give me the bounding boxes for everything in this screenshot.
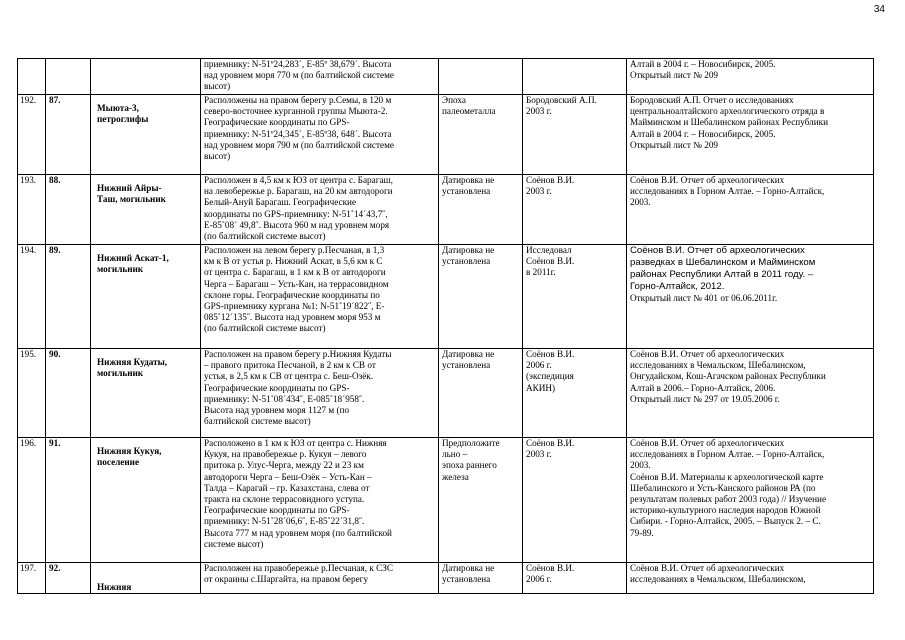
site-location-line: северо-восточнее курганной группы Мыюта-2. [204, 106, 388, 117]
site-location-line: Высота 777 м над уровнем моря (по балтийской [204, 527, 392, 538]
site-location-line: Расположен на левом берегу р.Песчаная, в 1,3 [204, 245, 385, 255]
site-researcher [523, 175, 627, 245]
row-number [18, 59, 46, 95]
site-dating [439, 95, 523, 175]
site-code: 88. [46, 175, 91, 245]
site-dating-line: установлена [442, 256, 491, 267]
site-location-line: высот) [204, 151, 231, 162]
site-location-line: склоне горы. Географические координаты по [204, 289, 380, 300]
site-source-line: Майминском и Шебалинском районах Республики [630, 117, 828, 128]
site-researcher-line: Соёнов В.И. [526, 563, 575, 573]
site-location-line: приемнику: N-51º24,345´, E-85º38, 648´. Высота [204, 128, 392, 139]
site-dating-line: Эпоха [442, 95, 466, 105]
site-dating [439, 59, 523, 95]
site-location-line: Белый-Ануй Барагаш. Географические [204, 197, 357, 208]
table-row [18, 349, 874, 438]
site-dating-line: Датировка не [442, 245, 495, 255]
site-location [201, 349, 439, 438]
site-dating [439, 563, 523, 594]
row-number: 193. [18, 175, 46, 245]
site-researcher [523, 438, 627, 563]
site-name [91, 245, 201, 349]
table-row [18, 59, 874, 95]
site-dating-line: установлена [442, 360, 491, 371]
site-source [627, 349, 874, 438]
site-source-line: историко-культурного наследия народов Южной [630, 505, 821, 516]
site-dating-line: льно – [442, 449, 468, 460]
site-code: 92. [46, 563, 91, 594]
site-source [627, 175, 874, 245]
site-location [201, 59, 439, 95]
site-researcher-line: в 2011г. [526, 267, 556, 278]
site-location-line: на левобережье р. Барагаш, на 20 км автодороги [204, 186, 393, 197]
table-row [18, 175, 874, 245]
site-researcher [523, 245, 627, 349]
site-location-line: км к В от устья р. Нижний Аскат, в 5,6 км к С [204, 256, 383, 267]
site-dating [439, 349, 523, 438]
site-location [201, 175, 439, 245]
site-source-line: Соёнов В.И. Отчет об археологических [630, 175, 785, 185]
site-name-line: Нижний Айры- [97, 183, 162, 193]
sites-table [17, 58, 874, 594]
site-name-line: могильник [97, 368, 144, 379]
site-source-line: Соёнов В.И. Отчет об археологических [630, 349, 785, 359]
site-source-line: исследованиях в Горном Алтае. – Горно-Алтайск, [630, 186, 825, 197]
site-location-line: над уровнем моря 770 м (по балтийской системе [204, 70, 394, 81]
site-source-line: исследованиях в Чемальском, Шебалинском, [630, 360, 806, 371]
site-location-line: над уровнем моря 790 м (по балтийской системе [204, 139, 394, 150]
site-location-line: Расположено в 1 км к ЮЗ от центра с. Нижняя [204, 438, 387, 448]
site-location [201, 95, 439, 175]
site-source-line: 2003. [630, 460, 651, 471]
site-researcher-line: Соёнов В.И. [526, 349, 575, 359]
row-number: 194. [18, 245, 46, 349]
site-location-line: Географические координаты по GPS- [204, 505, 350, 516]
site-dating [439, 245, 523, 349]
site-code [46, 59, 91, 95]
site-dating-line: Предположите [442, 438, 500, 448]
site-dating-line: Датировка не [442, 175, 495, 185]
site-source [627, 245, 874, 349]
site-source [627, 95, 874, 175]
site-researcher-line: Исследовал [526, 245, 572, 255]
site-researcher-line: 2003 г. [526, 106, 552, 117]
site-source-line: результатам полевых работ 2003 года) // Изучение [630, 494, 827, 505]
site-source-line: Открытый лист № 209 [630, 70, 719, 81]
site-location-line: высот) [204, 81, 231, 92]
site-source-line: Соёнов В.И. Отчет об археологических [630, 563, 785, 573]
site-location-line: балтийской системе высот) [204, 416, 311, 427]
site-source-line: Алтай в 2004 г. – Новосибирск, 2005. [630, 59, 776, 69]
site-researcher [523, 349, 627, 438]
row-number: 197. [18, 563, 46, 594]
site-location [201, 563, 439, 594]
site-location-line: Черга – Барагаш – Усть-Кан, на террасовидном [204, 278, 389, 289]
site-name [91, 349, 201, 438]
site-dating-line: эпоха раннего [442, 460, 497, 471]
site-dating-line: палеометалла [442, 106, 496, 117]
site-name-line: Нижняя Кукуя, [97, 446, 162, 456]
site-location-line: приемнику: N-51˚28´06,6˝, E-85˚22´31,8˝. [204, 516, 365, 527]
site-researcher-line: (экспедиция [526, 371, 574, 382]
site-location-line: Расположен на правобережье р.Песчаная, к СЗС [204, 563, 393, 573]
site-source-line: Соёнов В.И. Отчет об археологических [630, 245, 805, 256]
table-row [18, 95, 874, 175]
table-row [18, 438, 874, 563]
site-name [91, 438, 201, 563]
site-location-line: устья, в 2,5 км к СВ от центра с. Беш-Озёк. [204, 371, 374, 382]
site-researcher-line: 2006 г. [526, 360, 552, 371]
site-researcher [523, 59, 627, 95]
site-name-line: Мыюта-3, [97, 103, 139, 113]
site-name-line: Нижний Аскат-1, [97, 253, 169, 263]
site-location-line: координаты по GPS-приемнику: N-51˚14´43,7˝, [204, 208, 388, 219]
site-location-line: приемнику: N-51º24,283´, E-85º 38,679´. Высота [204, 59, 392, 69]
site-location-line: (по балтийской системе высот) [204, 323, 326, 334]
site-location-line: Кукуя, на правобережье р. Кукуя – левого [204, 449, 367, 460]
site-location-line: притока р. Улус-Черга, между 22 и 23 км [204, 460, 364, 471]
site-location-line: от окраины с.Шаргайта, на правом берегу [204, 574, 369, 585]
site-dating-line: установлена [442, 574, 491, 585]
site-source-line: Соёнов В.И. Отчет об археологических [630, 438, 785, 448]
site-researcher-line: 2003 г. [526, 186, 552, 197]
site-researcher-line: 2003 г. [526, 449, 552, 460]
site-dating [439, 175, 523, 245]
site-source-line: 2003. [630, 197, 651, 208]
site-source [627, 438, 874, 563]
site-source-line: Соёнов В.И. Материалы к археологической карте [630, 471, 824, 482]
site-location-line: автодороги Черга – Беш-Озёк – Усть-Кан – [204, 471, 372, 482]
site-location-line: системе высот) [204, 538, 264, 549]
site-location-line: Географические координаты по GPS- [204, 117, 350, 128]
site-source-line: 79-89. [630, 527, 654, 538]
site-location-line: (по балтийской системе высот) [204, 231, 326, 242]
site-location-line: E-85˚08´ 49,8˝. Высота 960 м над уровнем моря [204, 219, 390, 230]
site-source-line: Сибири. - Горно-Алтайск, 2005. – Выпуск 2. – С. [630, 516, 821, 527]
site-source [627, 563, 874, 594]
site-researcher-line: Соёнов В.И. [526, 256, 575, 267]
site-name-line: Нижняя Кудаты, [97, 357, 168, 367]
site-source-line: Онгудайском, Кош-Агачском районах Республики [630, 371, 826, 382]
site-source-line: Открытый лист № 209 [630, 139, 719, 150]
site-location-line: Расположен на правом берегу р.Нижняя Кудаты [204, 349, 392, 359]
site-location-line: Расположены на правом берегу р.Семы, в 120 м [204, 95, 392, 105]
site-source-line: Открытый лист № 401 от 06.06.2011г. [630, 293, 778, 303]
site-source-line: Горно-Алтайск, 2012. [630, 281, 725, 292]
row-number: 192. [18, 95, 46, 175]
site-name-line: Нижняя [97, 582, 132, 593]
site-location-line: Географические координаты по GPS- [204, 382, 350, 393]
site-dating-line: Датировка не [442, 349, 495, 359]
row-number: 195. [18, 349, 46, 438]
site-researcher-line: Соёнов В.И. [526, 438, 575, 448]
site-source-line: исследованиях в Горном Алтае. – Горно-Алтайск, [630, 449, 825, 460]
table-row [18, 245, 874, 349]
site-dating-line: железа [442, 471, 469, 482]
site-location-line: приемнику: N-51˚08´434˝, E-085˚18´958˝. [204, 393, 365, 404]
site-location-line: от центра с. Барагаш, в 1 км к В от автодороги [204, 267, 386, 278]
site-source-line: Шебалинского и Усть-Канского районов РА (по [630, 482, 816, 493]
site-researcher [523, 563, 627, 594]
row-number: 196. [18, 438, 46, 563]
site-name-line: Таш, могильник [97, 194, 166, 205]
site-source-line: Бородовский А.П. Отчет о исследованиях [630, 95, 794, 105]
site-source-line: центральноалтайского археологического отряда в [630, 106, 825, 117]
site-code: 89. [46, 245, 91, 349]
site-source-line: разведках в Шебалинском и Майминском [630, 257, 816, 268]
site-location-line: 085˚12´135˝. Высота над уровнем моря 953 м [204, 312, 381, 323]
site-code: 87. [46, 95, 91, 175]
site-location-line: Высота над уровнем моря 1127 м (по [204, 405, 350, 416]
site-source-line: Алтай в 2004 г. – Новосибирск, 2005. [630, 128, 776, 139]
site-name [91, 563, 201, 594]
site-researcher-line: 2006 г. [526, 574, 552, 585]
page-number: 34 [873, 4, 885, 15]
site-name [91, 59, 201, 95]
site-name-line [97, 571, 197, 582]
site-researcher-line: АКИН) [526, 382, 556, 393]
site-source [627, 59, 874, 95]
site-dating-line: Датировка не [442, 563, 495, 573]
site-source-line: исследованиях в Чемальском, Шебалинском, [630, 574, 806, 585]
site-code: 91. [46, 438, 91, 563]
site-location-line: GPS-приемнику кургана №1: N-51˚19´822˝, E- [204, 301, 385, 312]
site-location [201, 245, 439, 349]
site-dating-line: установлена [442, 186, 491, 197]
site-source-line: Открытый лист № 297 от 19.05.2006 г. [630, 393, 780, 404]
site-location-line: – правого притока Песчаной, в 2 км к СВ от [204, 360, 376, 371]
site-location-line: Талда – Карагай – гр. Казахстана, слева от [204, 482, 370, 493]
site-name [91, 95, 201, 175]
site-researcher-line: Бородовский А.П. [526, 95, 597, 105]
table-row [18, 563, 874, 594]
site-source-line: Алтай в 2006.– Горно-Алтайск, 2006. [630, 382, 776, 393]
site-researcher-line: Соёнов В.И. [526, 175, 575, 185]
site-code: 90. [46, 349, 91, 438]
site-source-line: районах Республики Алтай в 2011 году. – [630, 269, 814, 280]
site-researcher [523, 95, 627, 175]
site-location-line: тракта на склоне террасовидного уступа. [204, 494, 365, 505]
site-name-line: петроглифы [97, 114, 149, 125]
site-name-line: могильник [97, 264, 144, 275]
site-location-line: Расположен в 4,5 км к ЮЗ от центра с. Барагаш, [204, 175, 393, 185]
site-name [91, 175, 201, 245]
site-location [201, 438, 439, 563]
site-name-line: поселение [97, 457, 140, 468]
site-dating [439, 438, 523, 563]
